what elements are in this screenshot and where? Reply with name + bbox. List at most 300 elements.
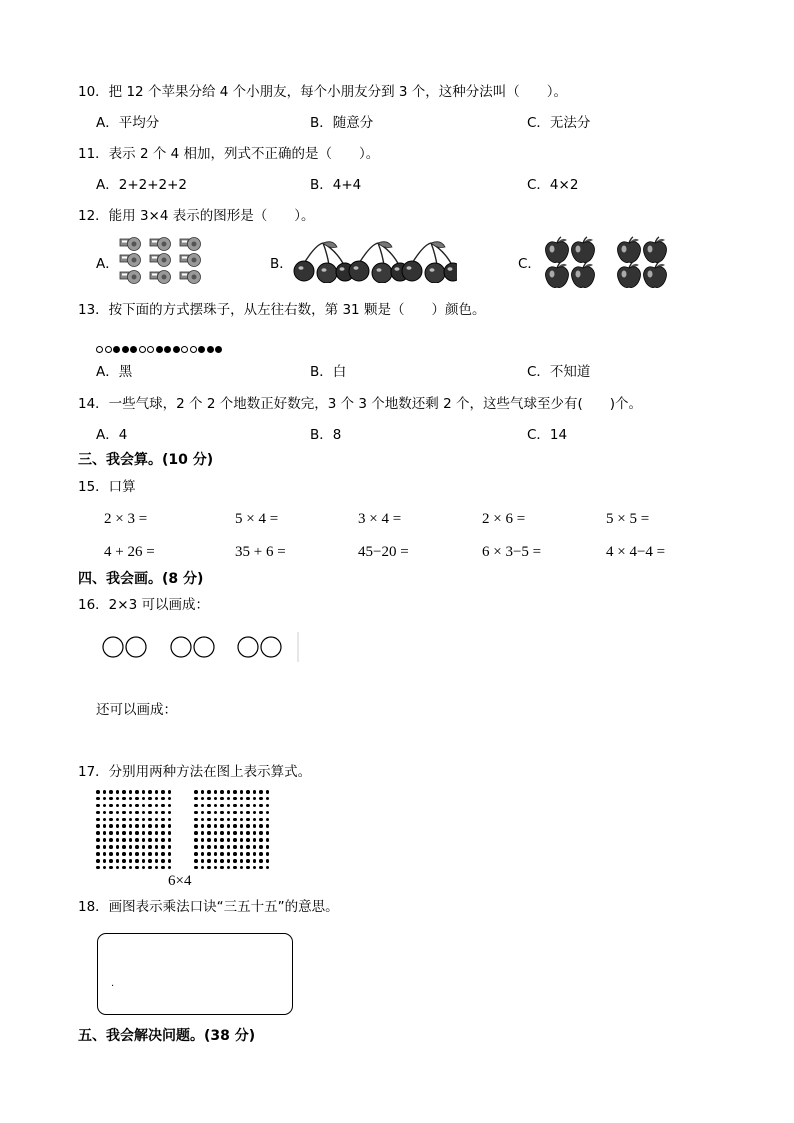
grid-dot: [240, 845, 244, 849]
grid-dot: [103, 804, 107, 808]
grid-dot: [142, 790, 146, 794]
grid-dot: [142, 804, 146, 808]
grid-dot: [96, 845, 100, 849]
grid-dot: [142, 831, 146, 835]
grid-dot: [194, 818, 198, 822]
grid-dot: [246, 790, 250, 794]
grid-dot: [148, 790, 152, 794]
q14-option-a[interactable]: A．4: [96, 427, 128, 443]
grid-dot: [148, 818, 152, 822]
grid-dot: [148, 838, 152, 842]
grid-dot: [253, 852, 257, 856]
grid-dot: [122, 797, 126, 801]
grid-dot: [201, 804, 205, 808]
grid-dot: [122, 831, 126, 835]
grid-dot: [201, 790, 205, 794]
grid-dot: [240, 866, 244, 870]
grid-dot: [116, 811, 120, 815]
grid-dot: [253, 790, 257, 794]
grid-dot: [148, 824, 152, 828]
grid-dot: [142, 866, 146, 870]
q18-stem: 18．画图表示乘法口诀“三五十五”的意思。: [78, 899, 339, 915]
grid-dot: [155, 866, 159, 870]
apple-group-picture: [543, 236, 671, 290]
grid-dot: [266, 845, 270, 849]
grid-dot: [246, 831, 250, 835]
grid-dot: [227, 866, 231, 870]
grid-dot: [161, 866, 165, 870]
grid-dot: [161, 797, 165, 801]
grid-dot: [142, 811, 146, 815]
grid-dot: [259, 866, 263, 870]
q11-option-c[interactable]: C．4×2: [527, 177, 579, 193]
grid-dot: [214, 811, 218, 815]
q16-stem: 16．2×3 可以画成：: [78, 597, 209, 613]
grid-dot: [259, 811, 263, 815]
grid-dot: [142, 852, 146, 856]
grid-dot: [109, 859, 113, 863]
grid-dot: [201, 818, 205, 822]
grid-dot: [240, 804, 244, 808]
grid-dot: [240, 838, 244, 842]
grid-dot: [214, 859, 218, 863]
grid-dot: [148, 804, 152, 808]
grid-dot: [220, 866, 224, 870]
grid-dot: [201, 852, 205, 856]
grid-dot: [201, 838, 205, 842]
grid-dot: [201, 845, 205, 849]
grid-dot: [194, 824, 198, 828]
q12-option-b[interactable]: B．: [270, 256, 293, 272]
grid-dot: [240, 811, 244, 815]
q14-option-b[interactable]: B．8: [310, 427, 342, 443]
grid-dot: [122, 811, 126, 815]
grid-dot: [207, 811, 211, 815]
grid-dot: [266, 866, 270, 870]
q10-option-b[interactable]: B．随意分: [310, 115, 374, 131]
cherry-group-picture: [293, 241, 457, 283]
grid-dot: [96, 811, 100, 815]
grid-dot: [96, 797, 100, 801]
calc-item: 45−20 =: [358, 544, 409, 560]
grid-dot: [233, 804, 237, 808]
grid-dot: [214, 831, 218, 835]
grid-dot: [122, 845, 126, 849]
grid-dot: [122, 859, 126, 863]
grid-dot: [103, 838, 107, 842]
grid-dot: [220, 818, 224, 822]
grid-dot: [168, 831, 172, 835]
q10-option-a[interactable]: A．平均分: [96, 115, 160, 131]
grid-dot: [253, 859, 257, 863]
grid-dot: [129, 866, 133, 870]
grid-dot: [129, 845, 133, 849]
q13-option-a[interactable]: A．黑: [96, 364, 133, 380]
grid-dot: [135, 831, 139, 835]
grid-dot: [201, 824, 205, 828]
grid-dot: [194, 790, 198, 794]
grid-dot: [259, 824, 263, 828]
grid-dot: [240, 797, 244, 801]
grid-dot: [142, 859, 146, 863]
grid-dot: [103, 797, 107, 801]
grid-dot: [155, 838, 159, 842]
grid-dot: [227, 852, 231, 856]
grid-dot: [220, 831, 224, 835]
black-bead: [164, 346, 171, 353]
grid-dot: [148, 859, 152, 863]
grid-dot: [227, 824, 231, 828]
grid-dot: [240, 831, 244, 835]
grid-dot: [161, 831, 165, 835]
grid-dot: [207, 824, 211, 828]
grid-dot: [259, 804, 263, 808]
grid-dot: [266, 818, 270, 822]
grid-dot: [148, 797, 152, 801]
q14-option-c[interactable]: C．14: [527, 427, 568, 443]
grid-dot: [220, 845, 224, 849]
grid-dot: [103, 824, 107, 828]
grid-dot: [103, 831, 107, 835]
grid-dot: [103, 845, 107, 849]
calc-item: 35 + 6 =: [235, 544, 286, 560]
black-bead: [198, 346, 205, 353]
grid-dot: [207, 838, 211, 842]
grid-dot: [214, 838, 218, 842]
grid-dot: [207, 831, 211, 835]
q12-option-a[interactable]: A．: [96, 256, 119, 272]
q12-stem: 12．能用 3×4 表示的图形是（ ）。: [78, 208, 315, 224]
grid-dot: [161, 804, 165, 808]
grid-dot: [161, 790, 165, 794]
grid-dot: [148, 831, 152, 835]
grid-dot: [135, 811, 139, 815]
grid-dot: [220, 790, 224, 794]
grid-dot: [116, 838, 120, 842]
black-bead: [173, 346, 180, 353]
grid-dot: [266, 831, 270, 835]
grid-dot: [246, 811, 250, 815]
grid-dot: [220, 859, 224, 863]
q15-stem: 15．口算: [78, 479, 136, 495]
grid-dot: [240, 859, 244, 863]
grid-dot: [96, 838, 100, 842]
grid-dot: [135, 824, 139, 828]
grid-dot: [214, 790, 218, 794]
grid-dot: [253, 838, 257, 842]
grid-dot: [233, 838, 237, 842]
grid-dot: [161, 845, 165, 849]
grid-dot: [116, 831, 120, 835]
q13-stem: 13．按下面的方式摆珠子，从左往右数，第 31 颗是（ ）颜色。: [78, 302, 486, 318]
grid-dot: [246, 845, 250, 849]
grid-dot: [161, 838, 165, 842]
grid-dot: [161, 852, 165, 856]
bead-sequence: [96, 338, 224, 357]
grid-dot: [266, 804, 270, 808]
calc-item: 4 + 26 =: [104, 544, 155, 560]
grid-dot: [129, 824, 133, 828]
white-bead: [139, 346, 146, 353]
q13-option-c[interactable]: C．不知道: [527, 364, 591, 380]
grid-dot: [122, 790, 126, 794]
grid-dot: [122, 838, 126, 842]
grid-dot: [259, 818, 263, 822]
grid-dot: [116, 824, 120, 828]
grid-dot: [246, 866, 250, 870]
whistle-group-picture: [118, 234, 212, 288]
calc-item: 5 × 5 =: [606, 511, 650, 527]
grid-dot: [259, 859, 263, 863]
grid-dot: [246, 859, 250, 863]
grid-dot: [207, 804, 211, 808]
grid-dot: [246, 818, 250, 822]
grid-dot: [253, 818, 257, 822]
grid-dot: [116, 790, 120, 794]
grid-dot: [233, 831, 237, 835]
black-bead: [207, 346, 214, 353]
grid-dot: [148, 845, 152, 849]
grid-dot: [161, 824, 165, 828]
grid-dot: [201, 811, 205, 815]
grid-dot: [266, 797, 270, 801]
grid-dot: [96, 804, 100, 808]
grid-dot: [103, 852, 107, 856]
grid-dot: [253, 845, 257, 849]
grid-dot: [259, 838, 263, 842]
grid-dot: [227, 797, 231, 801]
grid-dot: [155, 818, 159, 822]
calc-item: 3 × 4 =: [358, 511, 402, 527]
circle-pairs-drawing: [100, 632, 304, 664]
grid-dot: [103, 859, 107, 863]
calc-item: 2 × 3 =: [104, 511, 148, 527]
calc-item: 5 × 4 =: [235, 511, 279, 527]
grid-dot: [253, 824, 257, 828]
grid-dot: [161, 811, 165, 815]
q11-option-b[interactable]: B．4+4: [310, 177, 362, 193]
grid-dot: [109, 797, 113, 801]
grid-dot: [227, 790, 231, 794]
drawing-answer-box[interactable]: [97, 933, 293, 1015]
grid-dot: [135, 852, 139, 856]
grid-dot: [116, 852, 120, 856]
grid-dot: [266, 790, 270, 794]
dot-array-left[interactable]: [96, 790, 174, 873]
grid-dot: [129, 838, 133, 842]
grid-dot: [259, 797, 263, 801]
q13-option-b[interactable]: B．白: [310, 364, 347, 380]
grid-dot: [142, 818, 146, 822]
grid-dot: [220, 804, 224, 808]
grid-dot: [161, 818, 165, 822]
black-bead: [122, 346, 129, 353]
grid-dot: [135, 804, 139, 808]
grid-dot: [246, 838, 250, 842]
grid-dot: [227, 859, 231, 863]
grid-dot: [227, 811, 231, 815]
section-3-heading: 三、我会算。(10 分): [78, 452, 214, 468]
grid-dot: [227, 804, 231, 808]
q11-option-a[interactable]: A．2+2+2+2: [96, 177, 188, 193]
grid-dot: [168, 859, 172, 863]
grid-dot: [142, 797, 146, 801]
grid-dot: [233, 790, 237, 794]
grid-dot: [142, 824, 146, 828]
white-bead: [181, 346, 188, 353]
grid-dot: [155, 797, 159, 801]
grid-dot: [122, 852, 126, 856]
grid-dot: [233, 845, 237, 849]
grid-dot: [168, 790, 172, 794]
grid-dot: [96, 859, 100, 863]
grid-dot: [266, 838, 270, 842]
grid-dot: [155, 811, 159, 815]
grid-dot: [168, 852, 172, 856]
q14-stem: 14．一些气球，2 个 2 个地数正好数完，3 个 3 个地数还剩 2 个，这些气球至少有( )个。: [78, 396, 642, 412]
grid-dot: [227, 845, 231, 849]
grid-dot: [135, 845, 139, 849]
grid-dot: [194, 831, 198, 835]
grid-dot: [214, 797, 218, 801]
grid-dot: [246, 824, 250, 828]
grid-dot: [109, 831, 113, 835]
grid-dot: [148, 866, 152, 870]
grid-dot: [103, 790, 107, 794]
grid-dot: [207, 859, 211, 863]
black-bead: [156, 346, 163, 353]
calc-item: 2 × 6 =: [482, 511, 526, 527]
grid-dot: [266, 824, 270, 828]
grid-dot: [201, 866, 205, 870]
grid-dot: [135, 818, 139, 822]
grid-dot: [155, 859, 159, 863]
grid-dot: [233, 852, 237, 856]
grid-dot: [233, 818, 237, 822]
grid-dot: [109, 852, 113, 856]
grid-dot: [246, 804, 250, 808]
grid-dot: [207, 852, 211, 856]
grid-dot: [168, 866, 172, 870]
grid-dot: [109, 790, 113, 794]
black-bead: [113, 346, 120, 353]
grid-dot: [207, 866, 211, 870]
grid-dot: [135, 859, 139, 863]
grid-dot: [96, 818, 100, 822]
grid-dot: [155, 852, 159, 856]
section-5-heading: 五、我会解决问题。(38 分): [78, 1028, 256, 1044]
grid-dot: [214, 804, 218, 808]
white-bead: [190, 346, 197, 353]
q10-option-c[interactable]: C．无法分: [527, 115, 591, 131]
grid-dot: [109, 824, 113, 828]
grid-dot: [201, 831, 205, 835]
grid-dot: [233, 859, 237, 863]
grid-dot: [148, 852, 152, 856]
grid-dot: [135, 838, 139, 842]
grid-dot: [194, 845, 198, 849]
grid-dot: [266, 852, 270, 856]
grid-dot: [253, 797, 257, 801]
grid-dot: [155, 845, 159, 849]
grid-dot: [129, 790, 133, 794]
grid-dot: [227, 818, 231, 822]
grid-dot: [109, 804, 113, 808]
white-bead: [147, 346, 154, 353]
q11-stem: 11．表示 2 个 4 相加，列式不正确的是（ ）。: [78, 146, 380, 162]
grid-dot: [220, 797, 224, 801]
grid-dot: [122, 866, 126, 870]
grid-dot: [233, 797, 237, 801]
grid-dot: [214, 818, 218, 822]
grid-dot: [116, 804, 120, 808]
grid-dot: [214, 866, 218, 870]
dot-array-right[interactable]: [194, 790, 272, 873]
q12-option-c[interactable]: C．: [518, 256, 541, 272]
grid-dot: [253, 866, 257, 870]
grid-dot: [233, 866, 237, 870]
grid-dot: [96, 852, 100, 856]
grid-dot: [259, 852, 263, 856]
grid-dot: [116, 859, 120, 863]
grid-dot: [246, 797, 250, 801]
grid-dot: [194, 797, 198, 801]
grid-dot: [155, 790, 159, 794]
grid-dot: [240, 790, 244, 794]
grid-dot: [240, 824, 244, 828]
grid-dot: [220, 852, 224, 856]
grid-dot: [168, 797, 172, 801]
grid-dot: [220, 811, 224, 815]
q17-stem: 17．分别用两种方法在图上表示算式。: [78, 764, 312, 780]
white-bead: [105, 346, 112, 353]
grid-dot: [103, 811, 107, 815]
grid-dot: [194, 804, 198, 808]
grid-dot: [194, 838, 198, 842]
q16-more-prompt: 还可以画成：: [96, 702, 177, 718]
grid-dot: [155, 824, 159, 828]
grid-dot: [168, 818, 172, 822]
grid-dot: [240, 852, 244, 856]
grid-dot: [122, 818, 126, 822]
grid-dot: [266, 859, 270, 863]
grid-dot: [155, 804, 159, 808]
grid-dot: [233, 824, 237, 828]
box-mark: .: [111, 978, 115, 989]
q17-expression: 6×4: [168, 873, 192, 889]
grid-dot: [240, 818, 244, 822]
grid-dot: [96, 866, 100, 870]
grid-dot: [220, 824, 224, 828]
grid-dot: [148, 811, 152, 815]
grid-dot: [194, 811, 198, 815]
grid-dot: [109, 866, 113, 870]
grid-dot: [194, 859, 198, 863]
grid-dot: [129, 797, 133, 801]
grid-dot: [135, 797, 139, 801]
grid-dot: [168, 838, 172, 842]
grid-dot: [246, 852, 250, 856]
white-bead: [96, 346, 103, 353]
grid-dot: [116, 797, 120, 801]
grid-dot: [129, 818, 133, 822]
grid-dot: [129, 831, 133, 835]
grid-dot: [227, 838, 231, 842]
grid-dot: [214, 845, 218, 849]
grid-dot: [259, 845, 263, 849]
grid-dot: [201, 859, 205, 863]
grid-dot: [207, 790, 211, 794]
